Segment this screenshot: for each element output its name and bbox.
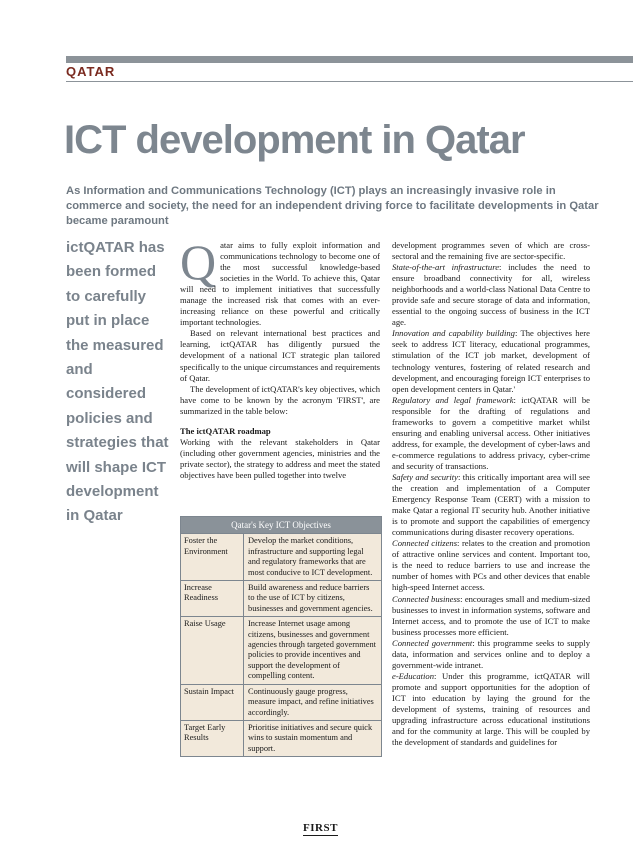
- programme-item: [392, 538, 590, 593]
- drop-cap: Q: [180, 234, 217, 290]
- table-row: [181, 684, 381, 720]
- roadmap-subheading: The ictQATAR roadmap: [180, 425, 271, 436]
- programme-term: Safety and security: [392, 471, 458, 482]
- programme-term: Innovation and capability building: [392, 328, 515, 339]
- footer-label: FIRST: [303, 822, 338, 834]
- table-row: [181, 533, 381, 580]
- programme-term: State-of-the-art infrastructure: [392, 262, 500, 273]
- top-rule: [66, 56, 633, 63]
- section-label: QATAR: [66, 64, 116, 79]
- table-row-text: Build awareness and reduce barriers to the use of ICT by citizens, businesses and government agencies.: [248, 583, 373, 613]
- table-row-label: Target Early Results: [181, 721, 244, 756]
- programme-item: [392, 328, 590, 394]
- programme-item: [392, 594, 590, 638]
- table-row-text: Continuously gauge progress, measure impact, and refine initiatives accordingly.: [248, 686, 374, 717]
- page-title: ICT development in Qatar: [64, 118, 525, 162]
- table-row-label: Sustain Impact: [181, 685, 244, 720]
- paragraph-1: [180, 234, 380, 328]
- column-2-intro: development programmes seven of which are cross-sectoral and the remaining five are sector-specific.: [392, 240, 590, 262]
- programme-text: : this programme seeks to supply data, information and services online and to deploy a government-wide intranet.: [392, 637, 590, 670]
- programme-term: e-Education: [392, 670, 434, 681]
- programme-text: : encourages small and medium-sized businesses to invest in information systems, software and Internet access, and to promote the use of ICT to make business processes more efficient.: [392, 593, 590, 637]
- paragraph-3: The development of ictQATAR's key objectives, which have come to be known by the acronym 'FIRST', are summarized in the table below:: [180, 383, 380, 416]
- pull-quote: ictQATAR has been formed to carefully put in place the measured and considered policies and strategies that will shape ICT development in Qatar: [66, 239, 169, 525]
- programme-text: : Under this programme, ictQATAR will promote and support opportunities for the adoption of ICT into education by laying the ground for the development of systems, training of resources and upgrading infrastructure across educational institutions and for the community at large. This will be coupled by the development of standards and guidelines for: [392, 670, 590, 748]
- section-divider: [66, 81, 633, 82]
- programme-text: : relates to the creation and promotion of attractive online services and content. Important too, is the need to reduce barriers to use and increase the number of homes with PCs and other devices that enable high-speed Internet access.: [392, 538, 590, 593]
- paragraph-1-text: atar aims to fully exploit information and communications technology to become one of the most successful knowledge-based societies in the World. To achieve this, Qatar will need to implement initiatives that successfully manage the increased risk that comes with an ever-increasing reliance on these powerful and critically important technologies.: [180, 240, 380, 328]
- table-row-text: Develop the market conditions, infrastructure and supporting legal and regulatory frameworks that are most conducive to ICT development.: [248, 536, 373, 577]
- article-column-2: [392, 240, 590, 748]
- table-row: [181, 616, 381, 683]
- table-row: [181, 580, 381, 616]
- programme-item: [392, 262, 590, 328]
- paragraph-4: Working with the relevant stakeholders in Qatar (including other government agencies, ministries and the private sector), the strategy to address and meet the stated objectives have been pulled together into twelve: [180, 436, 380, 480]
- programme-item: [392, 395, 590, 472]
- table-row-label: Increase Readiness: [181, 581, 244, 616]
- programme-text: : The objectives here seek to address ICT literacy, educational programmes, stimulation of the ICT job market, development of technology ventures, fostering of related research and development, and encouraging foreign ICT enterprises to open development centers in Qatar.': [392, 328, 590, 394]
- programme-item: [392, 638, 590, 671]
- table-row-text: Increase Internet usage among citizens, businesses and government agencies through targeted government policies to provide incentives and support the development of compelling content.: [248, 619, 376, 681]
- article-column-1: [180, 234, 380, 481]
- table-row-label: Raise Usage: [181, 617, 244, 683]
- programme-text: : ictQATAR will be responsible for the drafting of regulations and frameworks to govern a competitive market whilst ensuring and enabling universal access. Other initiatives address, for example, the development of cyber-laws and e-commerce regulations to address privacy, cyber-crime and security of transactions.: [392, 394, 590, 471]
- programme-term: Connected government: [392, 637, 473, 648]
- programme-item: [392, 472, 590, 538]
- table-row: [181, 720, 381, 756]
- table-row-text: Prioritise initiatives and secure quick wins to sustain momentum and support.: [248, 722, 373, 753]
- programme-term: Connected citizens: [392, 538, 458, 549]
- paragraph-2: Based on relevant international best practices and learning, ictQATAR has diligently pursued the development of a national ICT strategic plan tailored specifically to the unique circumstances and requirements of Qatar.: [180, 328, 380, 383]
- objectives-table: [180, 516, 382, 757]
- table-row-label: Foster the Environment: [181, 534, 244, 580]
- programme-item: [392, 671, 590, 748]
- page-subtitle: As Information and Communications Technology (ICT) plays an increasingly invasive role in commerce and society, the need for an independent driving force to facilitate developments in Qatar became paramount: [66, 185, 599, 227]
- page-footer: [0, 822, 641, 834]
- programme-text: : includes the need to ensure broadband connectivity for all, wireless neighborhoods and a world-class National Data Centre to provide safe and secure storage of data and information, essential to the ongoing success of business in the ICT age.: [392, 262, 590, 328]
- table-heading: Qatar's Key ICT Objectives: [181, 517, 381, 533]
- programme-text: : this critically important area will see the creation and implementation of a Computer Emergency Response Team (CERT) with a mission to make Qatar a regional IT security hub. Another initiative is to promote and support the capabilities of emergency communications during disaster recovery operations.: [392, 471, 590, 538]
- programme-term: Regulatory and legal framework: [392, 394, 514, 405]
- programme-term: Connected business: [392, 593, 461, 604]
